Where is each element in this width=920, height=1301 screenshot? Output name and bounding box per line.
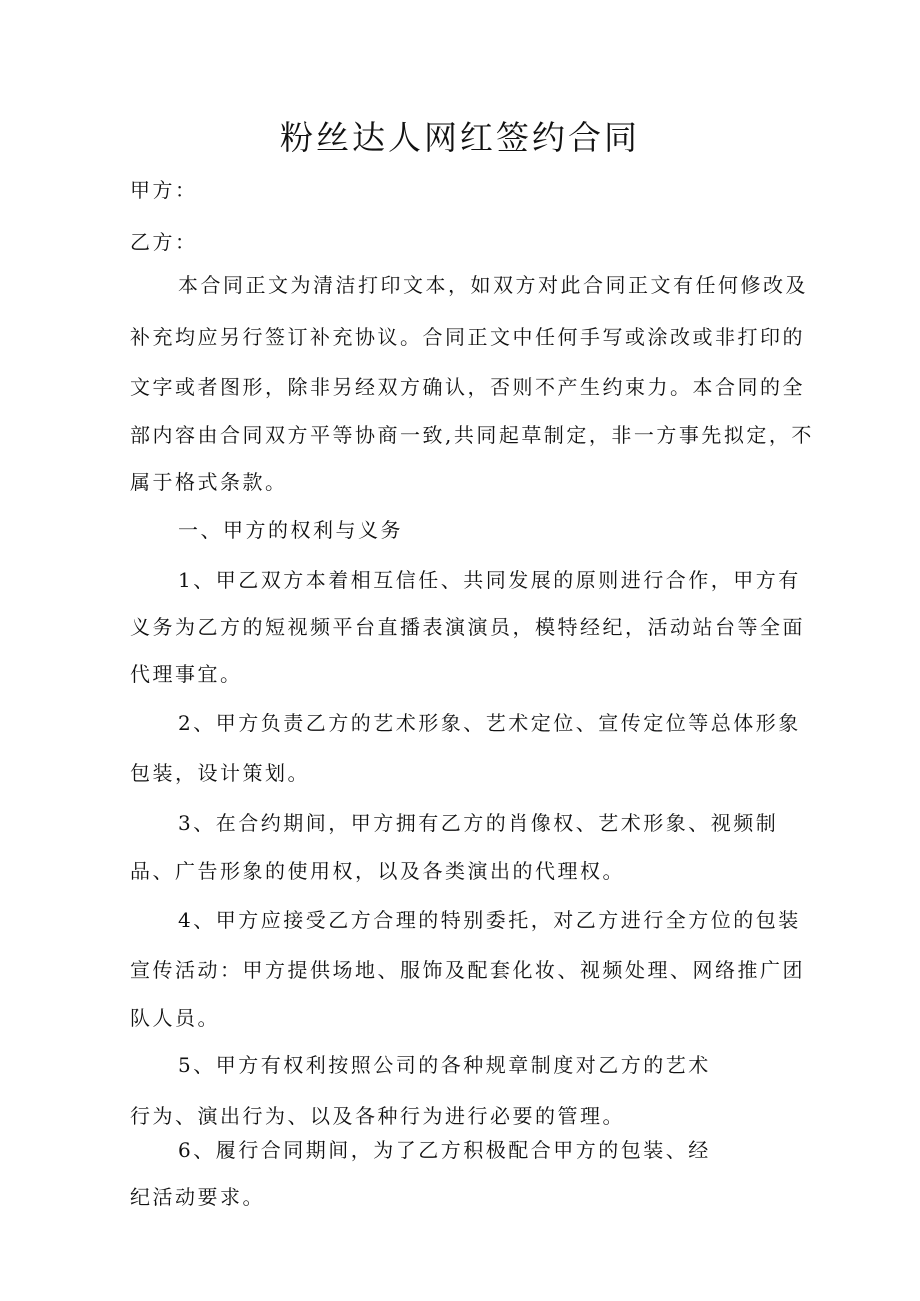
clause-line: 5、甲方有权利按照公司的各种规章制度对乙方的艺术 xyxy=(178,1053,711,1077)
party-b-label: 乙方： xyxy=(130,230,198,254)
preamble-line: 属于格式条款。 xyxy=(130,470,288,494)
preamble-line: 文字或者图形，除非另经双方确认，否则不产生约束力。本合同的全 xyxy=(130,375,805,399)
clause-line: 6、履行合同期间，为了乙方积极配合甲方的包装、经 xyxy=(178,1138,711,1162)
clause-line: 代理事宜。 xyxy=(130,662,243,686)
clause-line: 纪活动要求。 xyxy=(130,1185,265,1209)
clause-line: 包装，设计策划。 xyxy=(130,761,310,785)
preamble-line: 补充均应另行签订补充协议。合同正文中任何手写或涂改或非打印的 xyxy=(130,325,805,349)
party-a-label: 甲方： xyxy=(130,178,198,202)
clause-line: 4、甲方应接受乙方合理的特别委托，对乙方进行全方位的包装 xyxy=(178,908,801,932)
clause-line: 品、广告形象的使用权，以及各类演出的代理权。 xyxy=(130,859,625,883)
clause-line: 队人员。 xyxy=(130,1006,220,1030)
clause-line: 行为、演出行为、以及各种行为进行必要的管理。 xyxy=(130,1104,625,1128)
preamble-line: 部内容由合同双方平等协商一致,共同起草制定，非一方事先拟定，不 xyxy=(130,423,814,447)
clause-line: 1、甲乙双方本着相互信任、共同发展的原则进行合作，甲方有 xyxy=(178,568,801,592)
clause-line: 宣传活动：甲方提供场地、服饰及配套化妆、视频处理、网络推广团 xyxy=(130,958,805,982)
clause-line: 2、甲方负责乙方的艺术形象、艺术定位、宣传定位等总体形象 xyxy=(178,711,801,735)
section-heading: 一、甲方的权利与义务 xyxy=(178,518,403,542)
clause-line: 3、在合约期间，甲方拥有乙方的肖像权、艺术形象、视频制 xyxy=(178,811,779,835)
clause-line: 义务为乙方的短视频平台直播表演演员，模特经纪，活动站台等全面 xyxy=(130,615,805,639)
document-title: 粉丝达人网红签约合同 xyxy=(280,118,640,157)
preamble-line: 本合同正文为清洁打印文本，如双方对此合同正文有任何修改及 xyxy=(178,273,808,297)
